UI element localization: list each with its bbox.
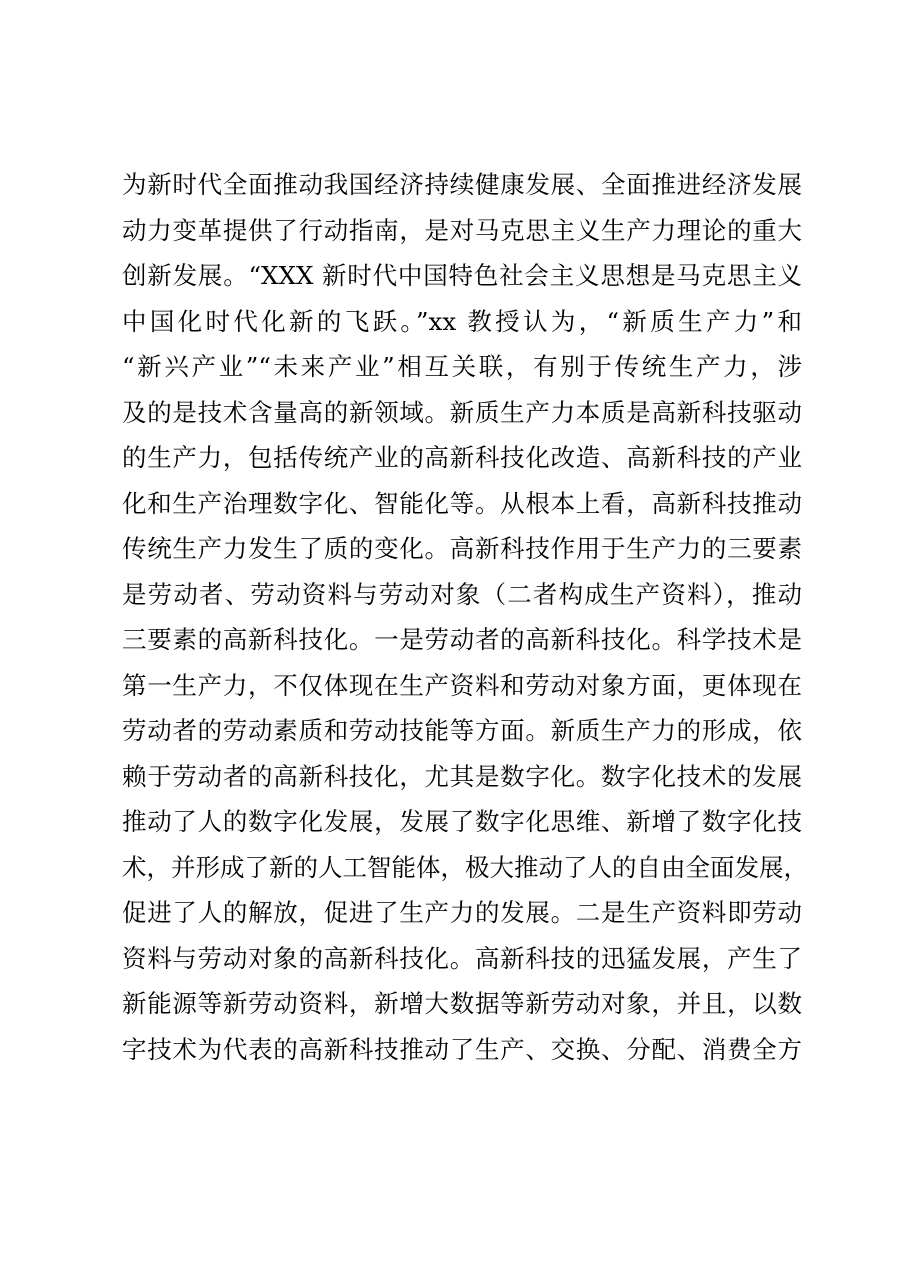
text-line: 动力变革提供了行动指南，是对马克思主义生产力理论的重大 xyxy=(122,215,802,245)
text-line: 推动了人的数字化发展，发展了数字化思维、新增了数字化技 xyxy=(122,807,802,836)
text-line: 及的是技术含量高的新领域。新质生产力本质是高新科技驱动 xyxy=(122,397,802,427)
text-line: 中国化时代化新的飞跃。”xx 教授认为，“新质生产力”和 xyxy=(122,306,802,336)
text-line: 的生产力，包括传统产业的高新科技化改造、高新科技的产业 xyxy=(122,443,802,472)
text-line: 新能源等新劳动资料，新增大数据等新劳动对象，并且，以数 xyxy=(122,989,802,1018)
text-line: 为新时代全面推动我国经济持续健康发展、全面推进经济发展 xyxy=(122,170,802,199)
text-line: 是劳动者、劳动资料与劳动对象（二者构成生产资料），推动 xyxy=(122,579,802,609)
text-line: 促进了人的解放，促进了生产力的发展。二是生产资料即劳动 xyxy=(122,898,802,927)
text-line: 创新发展。“XXX 新时代中国特色社会主义思想是马克思主义 xyxy=(122,261,802,290)
text-line: 资料与劳动对象的高新科技化。高新科技的迅猛发展，产生了 xyxy=(122,943,802,973)
text-line: 传统生产力发生了质的变化。高新科技作用于生产力的三要素 xyxy=(122,534,802,563)
text-line: 术，并形成了新的人工智能体，极大推动了人的自由全面发展， xyxy=(122,852,808,882)
text-line: 化和生产治理数字化、智能化等。从根本上看，高新科技推动 xyxy=(122,488,802,518)
text-line: 三要素的高新科技化。一是劳动者的高新科技化。科学技术是 xyxy=(122,625,802,654)
text-line: 劳动者的劳动素质和劳动技能等方面。新质生产力的形成，依 xyxy=(122,716,802,745)
text-line: 第一生产力，不仅体现在生产资料和劳动对象方面，更体现在 xyxy=(122,670,802,700)
body-paragraph xyxy=(122,162,808,1072)
text-line: “新兴产业”“未来产业”相互关联，有别于传统生产力，涉 xyxy=(122,352,802,381)
text-line: 字技术为代表的高新科技推动了生产、交换、分配、消费全方 xyxy=(122,1034,802,1064)
text-line: 赖于劳动者的高新科技化，尤其是数字化。数字化技术的发展 xyxy=(122,761,802,791)
